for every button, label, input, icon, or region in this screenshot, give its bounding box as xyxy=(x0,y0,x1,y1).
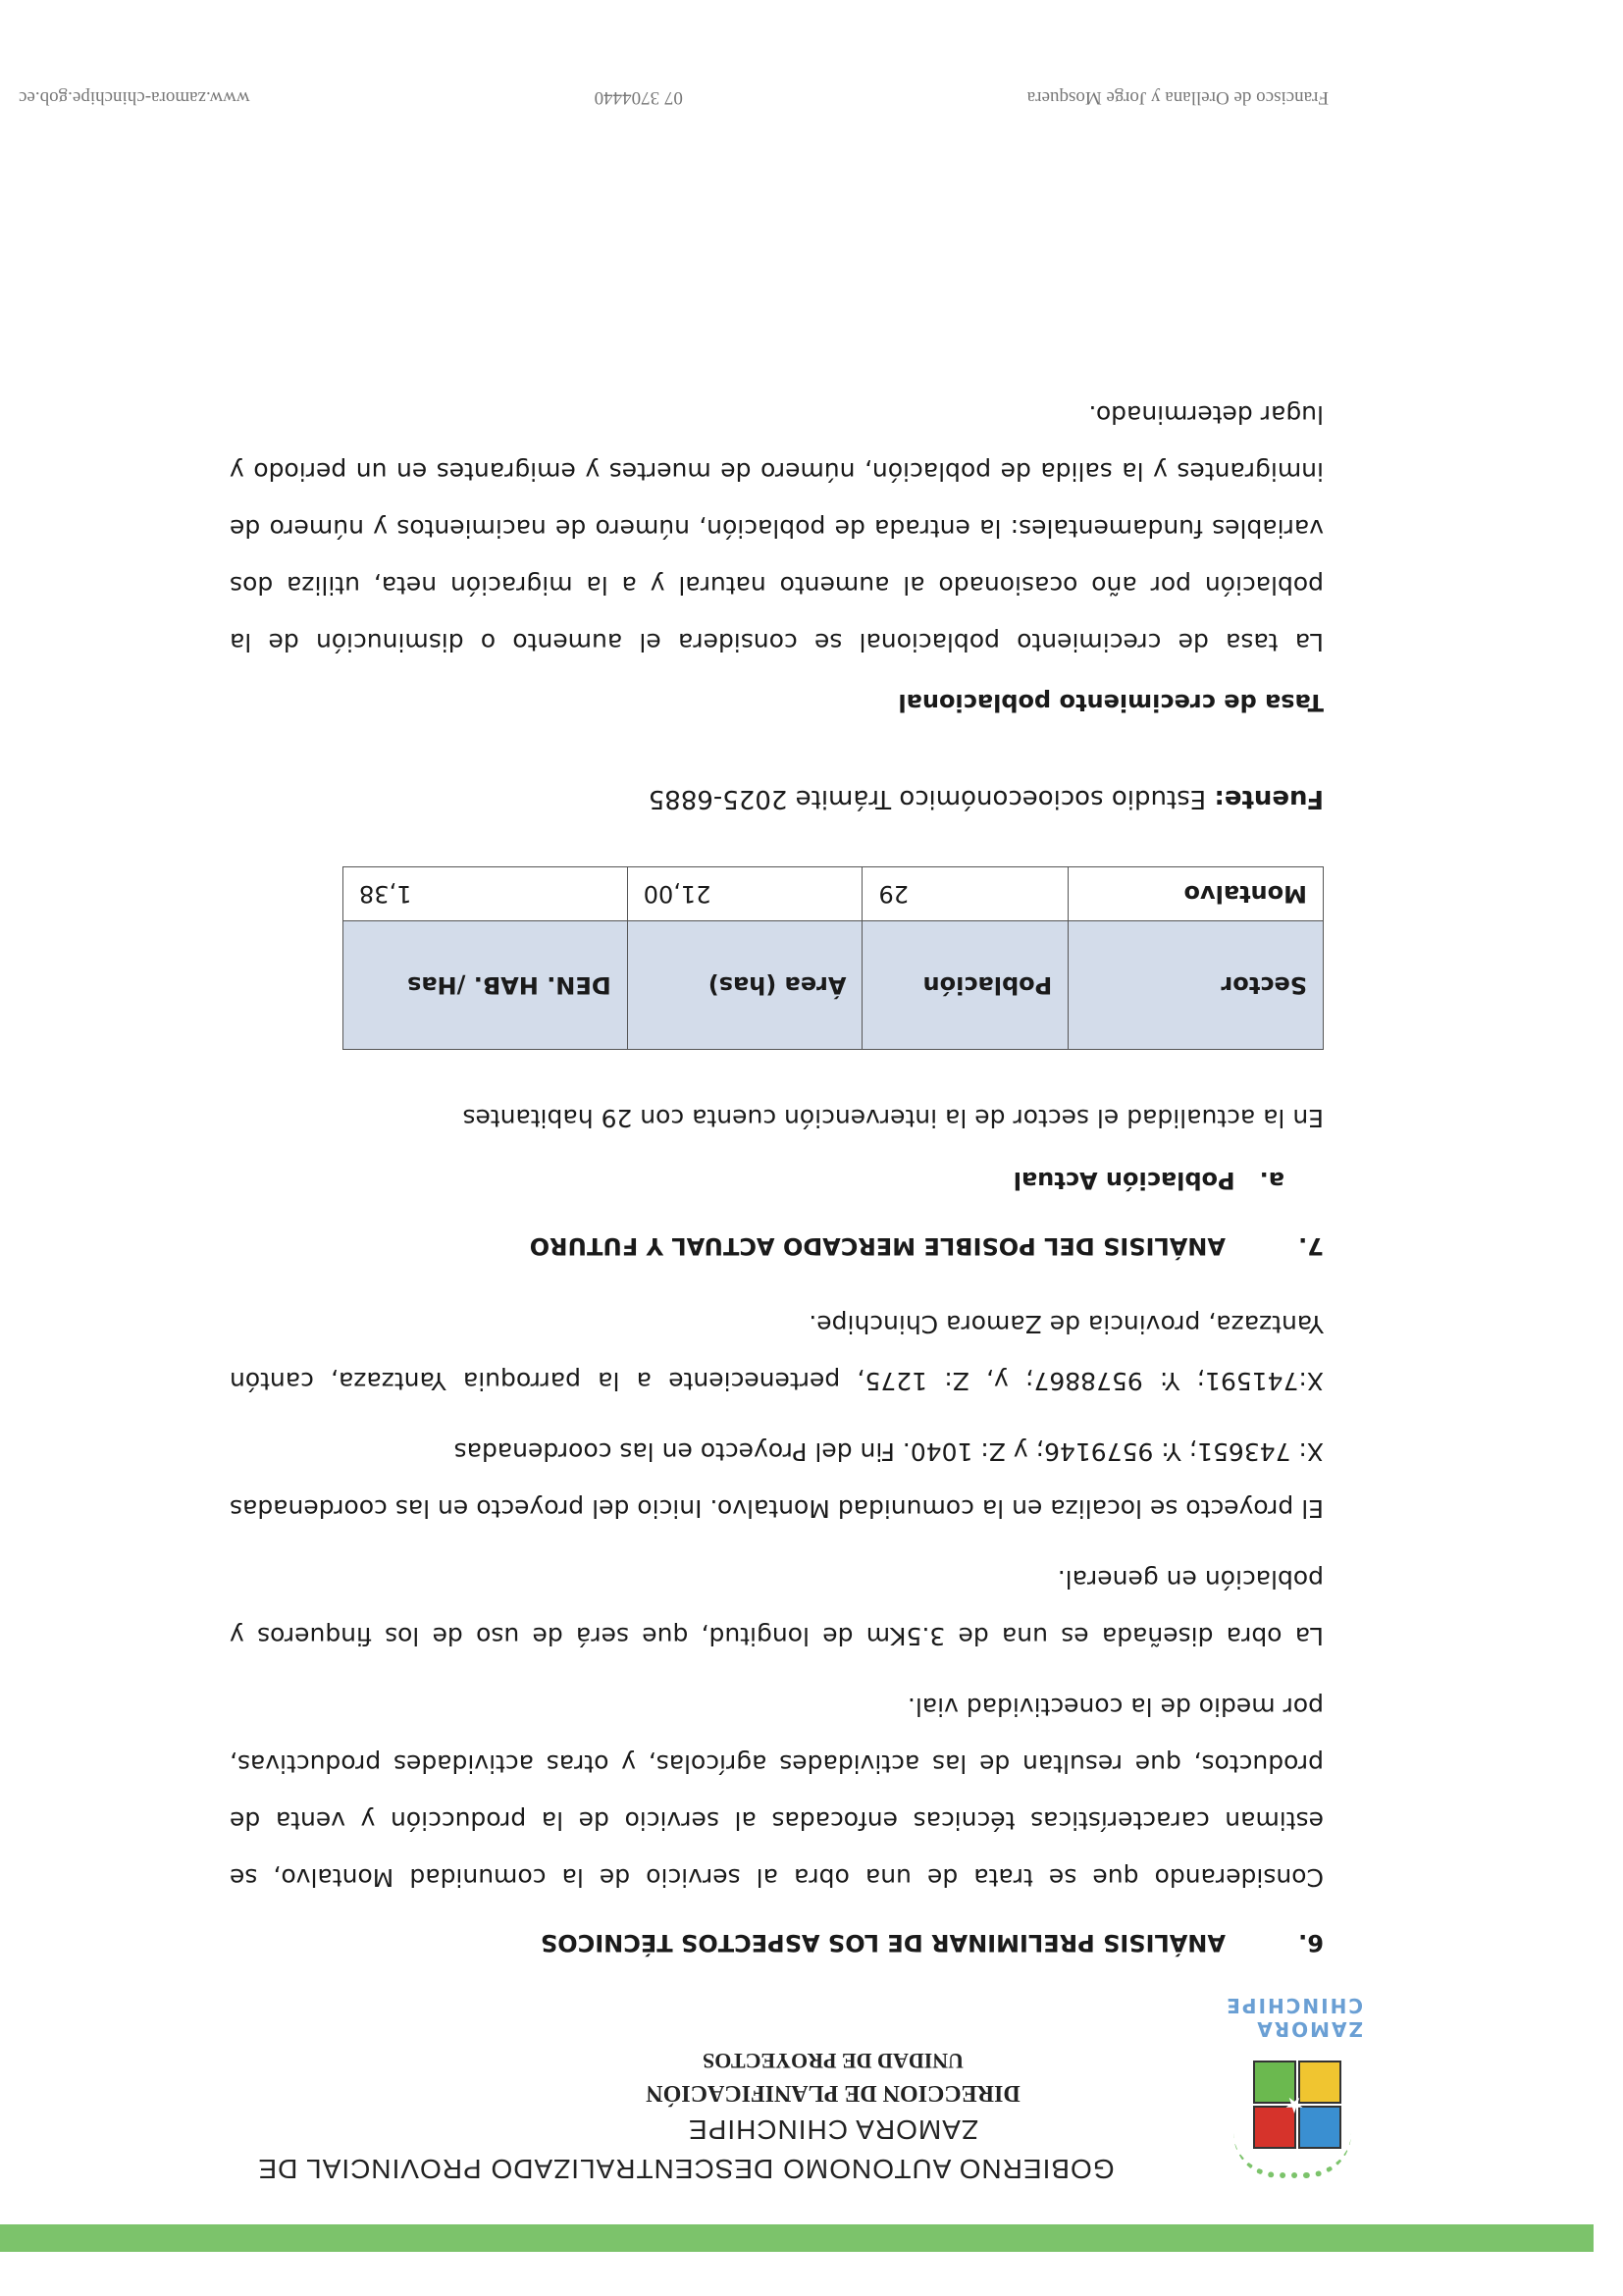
cell-area: 21,00 xyxy=(627,867,863,921)
document-header xyxy=(136,1994,1363,2188)
footer-phone: 07 3704440 xyxy=(594,87,683,108)
table-row xyxy=(343,867,1324,921)
section-7-title: ANÁLISIS DEL POSIBLE MERCADO ACTUAL Y FUTURO xyxy=(529,1232,1226,1260)
section-6-paragraph: La obra diseñada es una de 3.5Km de longitud, que será de uso de los finqueros y población en general. xyxy=(230,1565,1324,1650)
header-accent-bar xyxy=(0,2224,1594,2252)
table-header-row xyxy=(343,921,1324,1050)
org-unit: UNIDAD DE PROYECTOS xyxy=(702,2049,965,2073)
growth-rate-paragraph: La tasa de crecimiento poblacional se considera el aumento o disminución de la población por año ocasionado al aumento natural y a la migración neta, utiliza dos variables fundamentales: la entrada de población, número de nacimientos y número de inmigrantes y la salida de población, número de muertes y emigrantes en un periodo y lugar determinado. xyxy=(230,400,1324,656)
organization-name-block xyxy=(136,2045,1235,2188)
section-6-title: ANÁLISIS PRELIMINAR DE LOS ASPECTOS TÉCNICOS xyxy=(540,1929,1226,1957)
cell-population: 29 xyxy=(863,867,1069,921)
cell-density: 1,38 xyxy=(343,867,628,921)
cell-sector: Montalvo xyxy=(1069,867,1324,921)
document-body xyxy=(230,372,1324,1972)
col-header-density: DEN. HAB. /Has xyxy=(343,921,628,1050)
subsection-a-title: Población Actual xyxy=(1013,1167,1235,1194)
document-footer xyxy=(19,86,1329,108)
logo-brand-text xyxy=(1147,1994,1363,2041)
brand-line-1: ZAMORA xyxy=(1255,2017,1363,2041)
col-header-population: Población xyxy=(863,921,1069,1050)
footer-website: www.zamora-chinchipe.gob.ec xyxy=(19,87,250,108)
brand-line-2: CHINCHIPE xyxy=(1225,1994,1363,2017)
source-text: Estudio socioeconómico Trámite 2025-6885 xyxy=(648,784,1207,813)
section-7-heading xyxy=(230,1226,1324,1266)
org-name-line-2: ZAMORA CHINCHIPE xyxy=(687,2114,979,2145)
source-label: Fuente: xyxy=(1214,784,1324,813)
section-6-number: 6. xyxy=(1298,1929,1324,1957)
section-6-paragraph: Considerando que se trata de una obra al servicio de la comunidad Montalvo, se estiman características técnicas enfocadas al servicio de la producción y venta de productos, que resultan de las actividades agrícolas, y otras actividades productivas, por medio de la conectividad vial. xyxy=(230,1693,1324,1892)
section-6-heading xyxy=(230,1923,1324,1962)
subsection-a-heading xyxy=(230,1152,1284,1209)
org-department: DIRECCION DE PLANIFICACIÓN xyxy=(646,2080,1021,2106)
org-name-line-1: GOBIERNO AUTONOMO DESCENTRALIZADO PROVINCIAL DE xyxy=(257,2154,1115,2184)
growth-rate-title: Tasa de crecimiento poblacional xyxy=(898,689,1324,716)
section-6-paragraph: El proyecto se localiza en la comunidad Montalvo. Inicio del proyecto en las coordenadas X: 743651; Y: 9579146; y Z: 1040. Fin del Proyecto en las coordenadas xyxy=(230,1437,1324,1523)
footer-address: Francisco de Orellana y Jorge Mosquera xyxy=(1026,87,1329,108)
section-6-paragraph: X:741591; Y: 9578867; y, Z: 1275, perteneciente a la parroquia Yantzaza, cantón Yantzaza, provincia de Zamora Chinchipe. xyxy=(230,1310,1324,1395)
population-intro: En la actualidad el sector de la intervención cuenta con 29 habitantes xyxy=(462,1104,1324,1132)
table-source-note xyxy=(230,770,1324,827)
population-table xyxy=(342,866,1324,1050)
logo-star-icon: ★ xyxy=(1284,2092,1304,2116)
col-header-sector: Sector xyxy=(1069,921,1324,1050)
col-header-area: Área (has) xyxy=(627,921,863,1050)
subsection-a-letter: a. xyxy=(1259,1167,1284,1194)
section-7-number: 7. xyxy=(1298,1232,1324,1260)
